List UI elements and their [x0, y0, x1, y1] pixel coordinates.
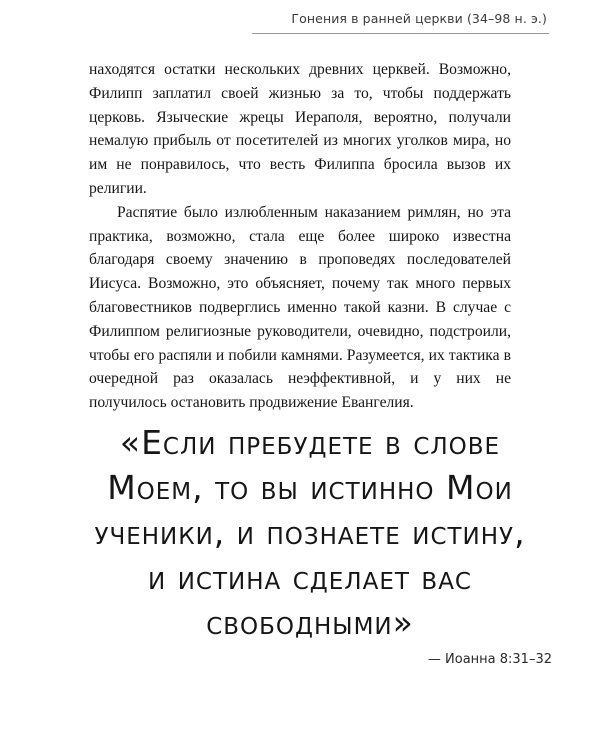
pull-quote-line-2: Моем, то вы истинно Мои: [107, 468, 513, 507]
quote-citation: — Иоанна 8:31–32: [427, 652, 552, 667]
header-rule: [252, 33, 549, 34]
pull-quote-line-3: ученики, и познаете истину,: [94, 513, 526, 552]
pull-quote-line-1: «Если пребудете в слове: [119, 423, 501, 462]
pull-quote-line-5: свободными»: [206, 603, 414, 642]
pull-quote: [50, 420, 570, 645]
paragraph-1: находятся остатки нескольких древних церквей. Возможно, Филипп заплатил своей жизнью за то, чтобы поддержать церковь. Языческие жрецы Иераполя, вероятно, получали немалую прибыль от посетителей из многих уголков мира, но им не понравилось, что весть Филиппа бросила вызов их религии.: [89, 61, 511, 197]
running-header: Гонения в ранней церкви (34–98 н. э.): [291, 11, 547, 26]
body-text: [89, 58, 511, 415]
paragraph-2: Распятие было излюбленным наказанием римлян, но эта практика, возможно, стала еще более широко известна благодаря своему значению в проповедях последователей Иисуса. Возможно, это объясняет, почему так много первых благовестников подверглись именно такой казни. В случае с Филиппом религиозные руководители, очевидно, подстроили, чтобы его распяли и побили камнями. Разумеется, их тактика в очередной раз оказалась неэффективной, и у них не получилось остановить продвижение Евангелия.: [89, 203, 511, 412]
pull-quote-line-4: и истина сделает вас: [148, 558, 472, 597]
